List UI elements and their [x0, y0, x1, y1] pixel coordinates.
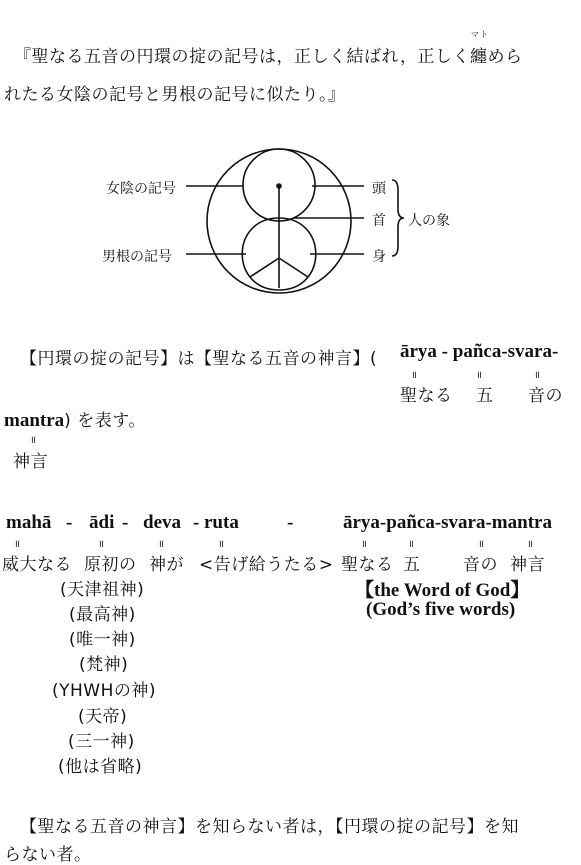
roman-arya-compound: ārya-pañca-svara-mantra — [343, 512, 552, 533]
gloss-sound: 音の — [528, 386, 563, 406]
label-female: 女陰の記号 — [106, 181, 176, 197]
mantra-roman-1: ārya - pañca-svara- — [400, 341, 559, 362]
label-head: 頭 — [372, 181, 386, 197]
intro-line-1-end: めら — [487, 47, 523, 67]
label-body: 身 — [372, 249, 386, 265]
gloss-arya: 聖なる — [341, 555, 394, 575]
eq-mark: ॥ — [534, 370, 540, 381]
roman-dash: - — [66, 512, 73, 533]
ruby-kanji — [470, 30, 490, 67]
gloss-panca: 五 — [403, 555, 421, 575]
closing-line-2: らない者。 — [4, 845, 92, 865]
eq-mark: ॥ — [476, 370, 482, 381]
eq-mark: ॥ — [30, 435, 36, 446]
center-dot — [276, 183, 282, 189]
english-five-words: (God’s five words) — [366, 599, 516, 620]
label-male: 男根の記号 — [102, 249, 172, 265]
roman-deva: deva — [143, 512, 181, 533]
roman-dash: - — [287, 512, 294, 533]
deva-note: (YHWHの神) — [52, 681, 157, 701]
deva-note: (最高神) — [69, 605, 136, 625]
roman-dash: - — [193, 512, 200, 533]
roman-adi: ādi — [89, 512, 115, 533]
mantra-line-jp: 【円環の掟の記号】は【聖なる五音の神言】( — [20, 349, 378, 369]
deva-note: (天帝) — [78, 707, 128, 727]
eq-mark: ॥ — [158, 539, 164, 550]
eq-mark: ॥ — [14, 539, 20, 550]
roman-dash: - — [122, 512, 129, 533]
eq-mark: ॥ — [98, 539, 104, 550]
eq-mark: ॥ — [361, 539, 367, 550]
kanji-text: 纏 — [470, 47, 488, 67]
english-word-of-god: 【the Word of God】 — [355, 580, 530, 601]
deva-note: (他は省略) — [58, 757, 143, 777]
mantra-line-2-end: ) を表す。 — [64, 411, 146, 431]
gloss-deva: 神が — [149, 555, 184, 575]
deva-note: (三一神) — [68, 732, 135, 752]
deva-note: (唯一神) — [69, 630, 136, 650]
closing-line-1: 【聖なる五音の神言】を知らない者は，【円環の掟の記号】を知 — [20, 817, 519, 837]
gloss-ruta: <告げ給うたる> — [199, 555, 334, 575]
human-brace — [392, 180, 404, 256]
label-human-figure: 人の象 — [408, 213, 450, 229]
mantra-line-2 — [4, 406, 146, 432]
eq-mark: ॥ — [411, 370, 417, 381]
eq-mark: ॥ — [478, 539, 484, 550]
label-neck: 首 — [372, 213, 386, 229]
gloss-holy: 聖なる — [400, 386, 453, 406]
eq-mark: ॥ — [527, 539, 533, 550]
intro-line-2: れたる女陰の記号と男根の記号に似たり。』 — [4, 85, 346, 105]
intro-line-1-text: 『聖なる五音の円環の掟の記号は，正しく結ばれ，正しく — [14, 47, 471, 67]
gloss-svara: 音の — [463, 555, 498, 575]
gloss-adi: 原初の — [84, 555, 137, 575]
symbol-diagram — [0, 140, 581, 310]
gloss-five: 五 — [476, 386, 494, 406]
intro-line-1 — [14, 30, 523, 67]
roman-ruta: ruta — [204, 512, 239, 533]
mantra-roman-2: mantra — [4, 410, 65, 431]
gloss-word: 神言 — [13, 452, 48, 472]
eq-mark: ॥ — [408, 539, 414, 550]
deva-note: (梵神) — [79, 655, 129, 675]
ruby-text: マト — [471, 30, 490, 39]
gloss-mantra: 神言 — [510, 555, 545, 575]
roman-maha: mahā — [6, 512, 52, 533]
deva-note: (天津祖神) — [60, 580, 145, 600]
gloss-maha: 威大なる — [2, 555, 72, 575]
eq-mark: ॥ — [218, 539, 224, 550]
